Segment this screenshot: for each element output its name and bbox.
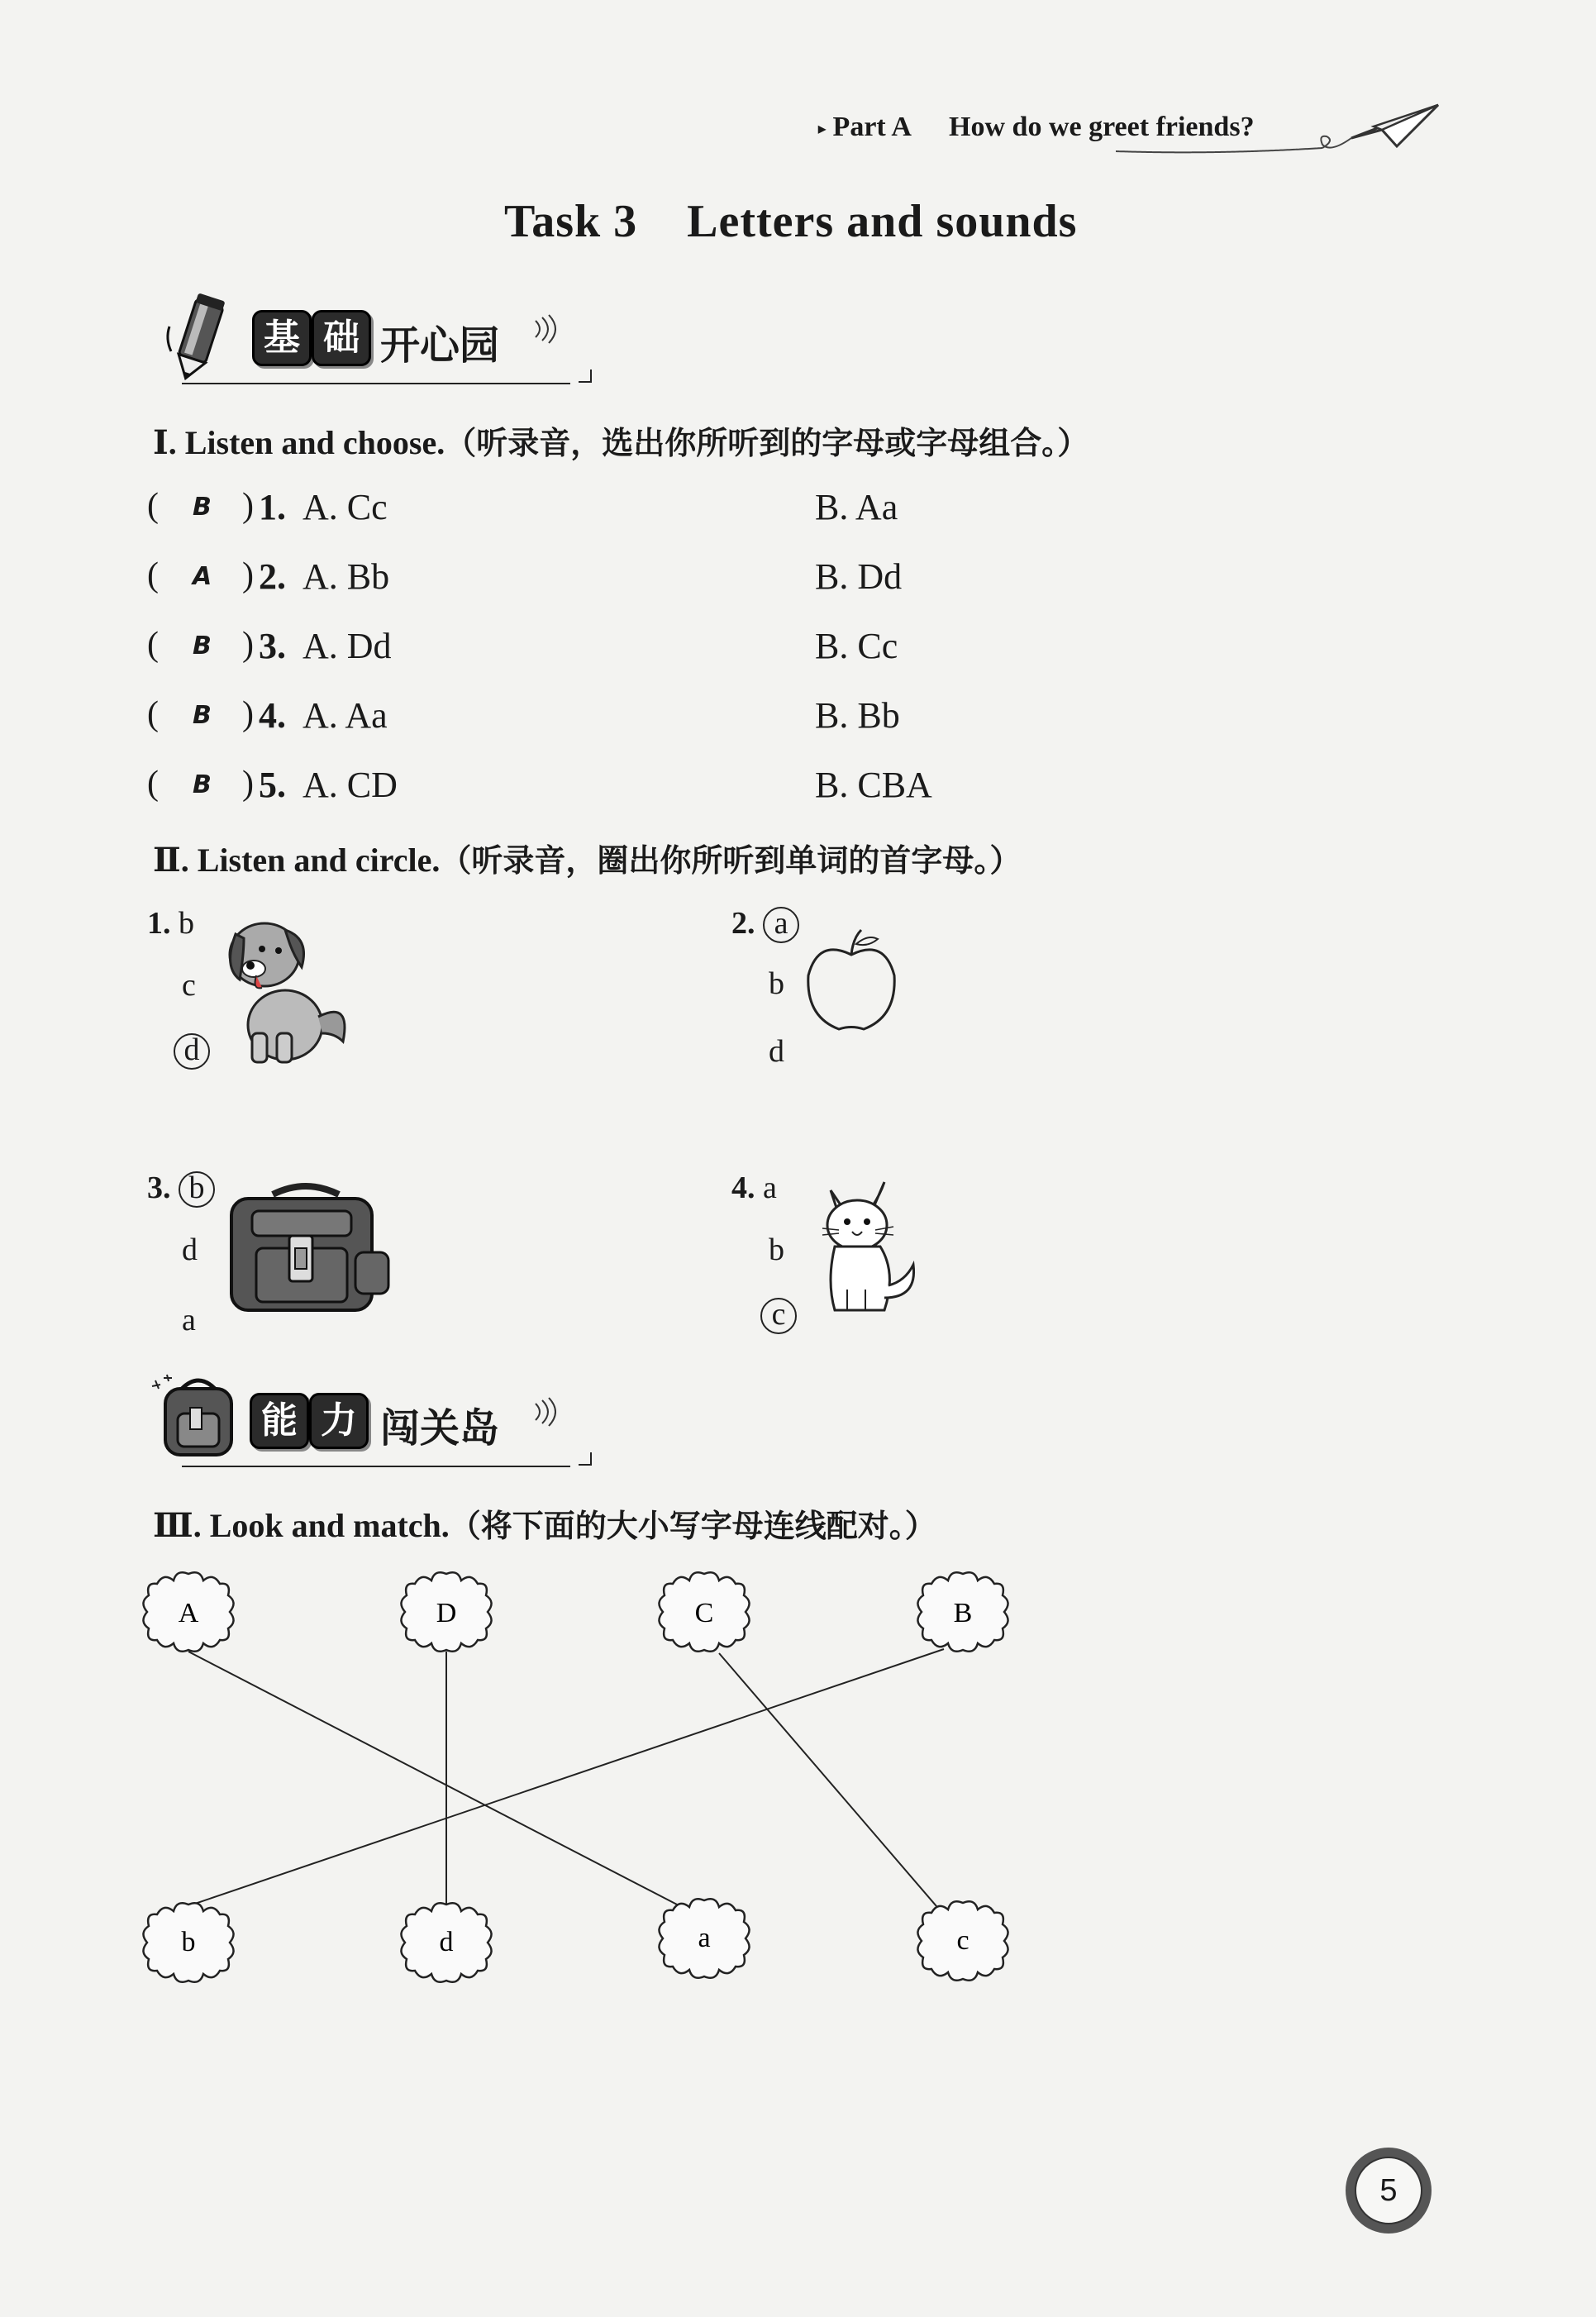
question-number: 5. [259, 765, 286, 805]
question-number: 2. [259, 556, 286, 597]
flower-label: a [698, 1923, 711, 1953]
letter-option-circled[interactable]: a [763, 907, 799, 943]
dog-icon [219, 909, 360, 1066]
letter-option[interactable]: b [179, 906, 194, 941]
cat-icon [814, 1174, 930, 1318]
option-b: B. Bb [815, 695, 900, 736]
header-part: Part A [832, 112, 911, 142]
answer-blank[interactable]: B [193, 770, 212, 799]
banner-1-badge-1: 基 [252, 310, 312, 366]
flower-label: A [178, 1598, 199, 1628]
answer-paren-close: ) [242, 487, 254, 525]
banner-2-badge-2: 力 [309, 1393, 369, 1449]
answer-paren-open: ( [147, 626, 159, 664]
answer-paren-open: ( [147, 556, 159, 594]
option-b: B. Aa [815, 487, 898, 527]
section-2-instruction: （听录音，圈出你所听到单词的首字母。） [440, 842, 1022, 879]
banner-1-underline [182, 383, 570, 384]
section-2-heading [153, 835, 1021, 880]
match-diagram [141, 1562, 1033, 1992]
item-number: 1. [147, 906, 171, 941]
banner-2-underline [182, 1466, 570, 1467]
list-item [147, 764, 974, 833]
question-number: 4. [259, 695, 286, 736]
item-number: 4. [731, 1170, 755, 1205]
flower-label: d [439, 1927, 454, 1957]
letter-option[interactable]: b [769, 1232, 784, 1267]
list-item [147, 625, 974, 694]
apple-icon [802, 926, 901, 1037]
option-a: A. Dd [303, 626, 392, 666]
pencil-icon [161, 293, 236, 384]
section-1-title: Ⅰ. Listen and choose. [153, 424, 445, 461]
option-b: B. Cc [815, 626, 898, 666]
circle-item-1 [147, 905, 194, 942]
item-number: 2. [731, 906, 755, 941]
flower-label: C [694, 1598, 714, 1628]
option-b: B. Dd [815, 556, 903, 597]
header-question: How do we greet friends? [949, 112, 1255, 142]
item-number: 3. [147, 1170, 171, 1205]
match-line-B-b[interactable] [190, 1649, 944, 1905]
answer-blank[interactable]: B [193, 493, 212, 522]
answer-paren-close: ) [242, 626, 254, 664]
option-b: B. CBA [815, 765, 932, 805]
bag-icon [223, 1178, 393, 1318]
banner-2-badge-1: 能 [250, 1393, 309, 1449]
letter-option[interactable]: d [769, 1034, 784, 1069]
section-1-list [147, 486, 974, 833]
answer-paren-close: ) [242, 765, 254, 803]
section-2-title: Ⅱ. Listen and circle. [153, 841, 441, 879]
option-a: A. Bb [303, 556, 390, 597]
banner-1-badge-2: 础 [312, 310, 371, 366]
question-number: 1. [259, 487, 286, 527]
circle-item-3 [147, 1170, 215, 1208]
question-number: 3. [259, 626, 286, 666]
answer-blank[interactable]: A [193, 562, 212, 591]
option-a: A. Cc [303, 487, 388, 527]
letter-option[interactable]: a [182, 1303, 196, 1337]
letter-option-circled[interactable]: d [174, 1033, 210, 1070]
answer-blank[interactable]: B [193, 632, 212, 660]
circle-item-2 [731, 905, 799, 943]
letter-option[interactable]: c [182, 968, 196, 1003]
section-3-heading [153, 1500, 936, 1546]
flower-label: b [181, 1927, 196, 1957]
flower-label: B [953, 1598, 973, 1628]
answer-paren-open: ( [147, 487, 159, 525]
paper-plane-icon [1116, 95, 1446, 161]
answer-paren-open: ( [147, 695, 159, 733]
letter-option-circled[interactable]: c [760, 1298, 797, 1334]
letter-option[interactable]: b [769, 966, 784, 1001]
letter-option-circled[interactable]: b [179, 1171, 215, 1208]
flower-label: c [956, 1925, 970, 1956]
match-line-C-c[interactable] [719, 1653, 946, 1918]
page-title: Task 3 Letters and sounds [504, 196, 1078, 247]
banner-1-text: 开心园 [380, 322, 500, 369]
answer-blank[interactable]: B [193, 701, 212, 730]
backpack-icon [149, 1368, 240, 1459]
list-item [147, 694, 974, 764]
letter-option[interactable]: a [763, 1170, 777, 1205]
banner-2-text: 闯关岛 [380, 1405, 500, 1452]
banner-1-corner [579, 369, 592, 383]
letter-option[interactable]: d [182, 1232, 198, 1267]
sound-wave-icon [529, 312, 562, 346]
section-1-heading [153, 417, 1089, 463]
section-1-instruction: （听录音，选出你所听到的字母或字母组合。） [445, 425, 1089, 461]
circle-item-4 [731, 1170, 777, 1206]
answer-paren-close: ) [242, 556, 254, 594]
list-item [147, 555, 974, 625]
list-item [147, 486, 974, 555]
page-number-badge [1346, 2148, 1432, 2234]
option-a: A. CD [303, 765, 398, 805]
flower-label: D [436, 1598, 457, 1628]
header-arrow-icon: ▸ [818, 120, 827, 137]
page-number: 5 [1379, 2172, 1398, 2208]
banner-2-corner [579, 1452, 592, 1466]
answer-paren-close: ) [242, 695, 254, 733]
sound-wave-icon [529, 1395, 562, 1428]
section-3-instruction: （将下面的大小写字母连线配对。） [449, 1508, 936, 1544]
option-a: A. Aa [303, 695, 388, 736]
answer-paren-open: ( [147, 765, 159, 803]
section-3-title: Ⅲ. Look and match. [153, 1507, 450, 1544]
